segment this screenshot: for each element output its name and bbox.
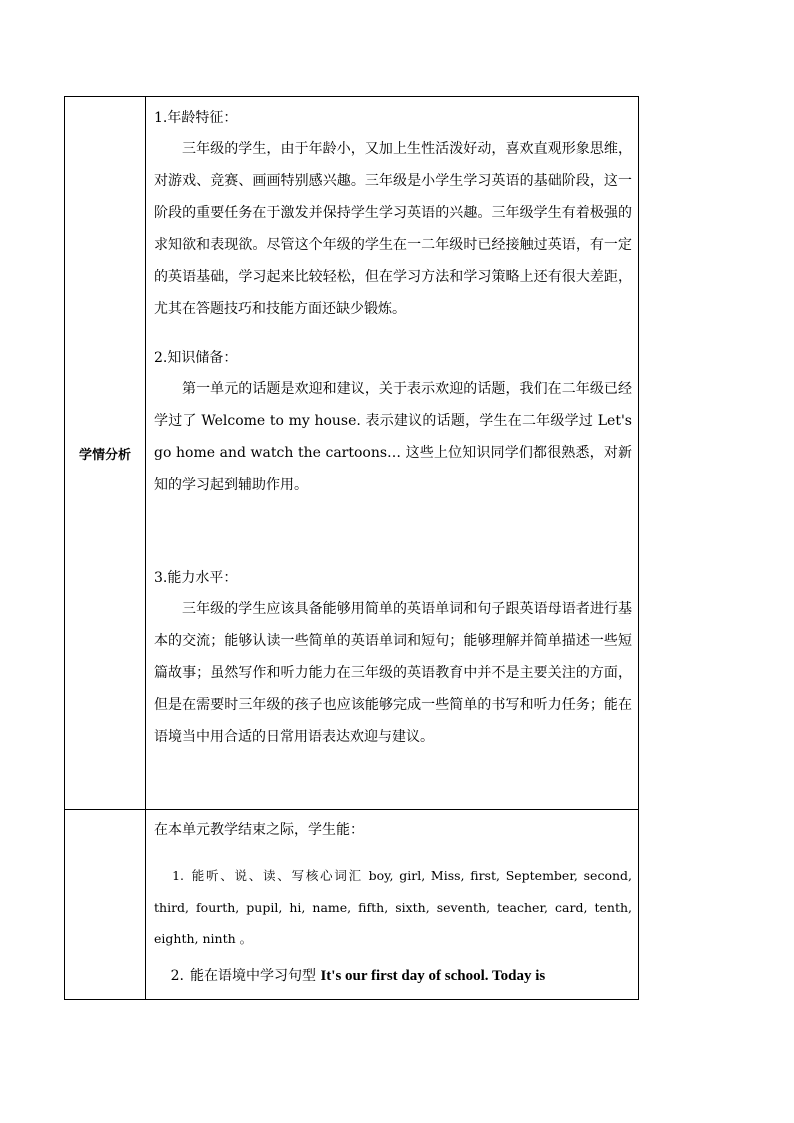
section-title-age: 1.年龄特征：	[154, 110, 238, 126]
section-text-ability: 三年级的学生应该具备能够用简单的英语单词和句子跟英语母语者进行基本的交流；能够认读一些简单的英语单词和短句；能够理解并简单描述一些短篇故事；虽然写作和听力能力在三年级的英语教育中并不是主要关注的方面，但是在需要时三年级的孩子也应该能够完成一些简单的书写和听力任务；能在语境当中用合适的日常用语表达欢迎与建议。	[154, 601, 632, 745]
table-row	[65, 810, 639, 1000]
lesson-plan-table	[64, 96, 639, 1000]
objectives-content	[146, 810, 639, 1000]
section-text-knowledge: 第一单元的话题是欢迎和建议，关于表示欢迎的话题，我们在二年级已经学过了 Welcome to my house. 表示建议的话题，学生在二年级学过 Let's go home and watch the cartoons… 这些上位知识同学们都很熟悉，对新知的学习起到辅助作用。	[154, 381, 632, 493]
row-label-objectives	[65, 810, 146, 1000]
objective-number: 1.	[172, 868, 184, 883]
analysis-content	[146, 97, 639, 810]
objective-text: 能在语境中学习句型	[190, 967, 321, 984]
objective-text: 能听、说、读、写核心词汇 boy, girl, Miss, first, September, second, third, fourth, pupil, hi, name, fifth, sixth, seventh, teacher, card, tenth, eighth, ninth 。	[154, 868, 632, 946]
section-title-ability: 3.能力水平：	[154, 570, 238, 586]
objective-item-2	[154, 959, 632, 993]
objective-number: 2.	[170, 967, 184, 984]
objective-item-1	[154, 860, 632, 955]
table-row	[65, 97, 639, 810]
section-text-age: 三年级的学生，由于年龄小，又加上生性活泼好动，喜欢直观形象思维，对游戏、竞赛、画画特别感兴趣。三年级是小学生学习英语的基础阶段，这一阶段的重要任务在于激发并保持学生学习英语的兴趣。三年级学生有着极强的求知欲和表现欲。尽管这个年级的学生在一二年级时已经接触过英语，有一定的英语基础，学习起来比较轻松，但在学习方法和学习策略上还有很大差距，尤其在答题技巧和技能方面还缺少锻炼。	[154, 141, 632, 317]
objective-sentence-pattern: It's our first day of school. Today is	[320, 967, 546, 984]
objectives-intro: 在本单元教学结束之际，学生能：	[154, 822, 364, 838]
row-label-analysis: 学情分析	[65, 97, 146, 810]
section-title-knowledge: 2.知识储备：	[154, 350, 238, 366]
